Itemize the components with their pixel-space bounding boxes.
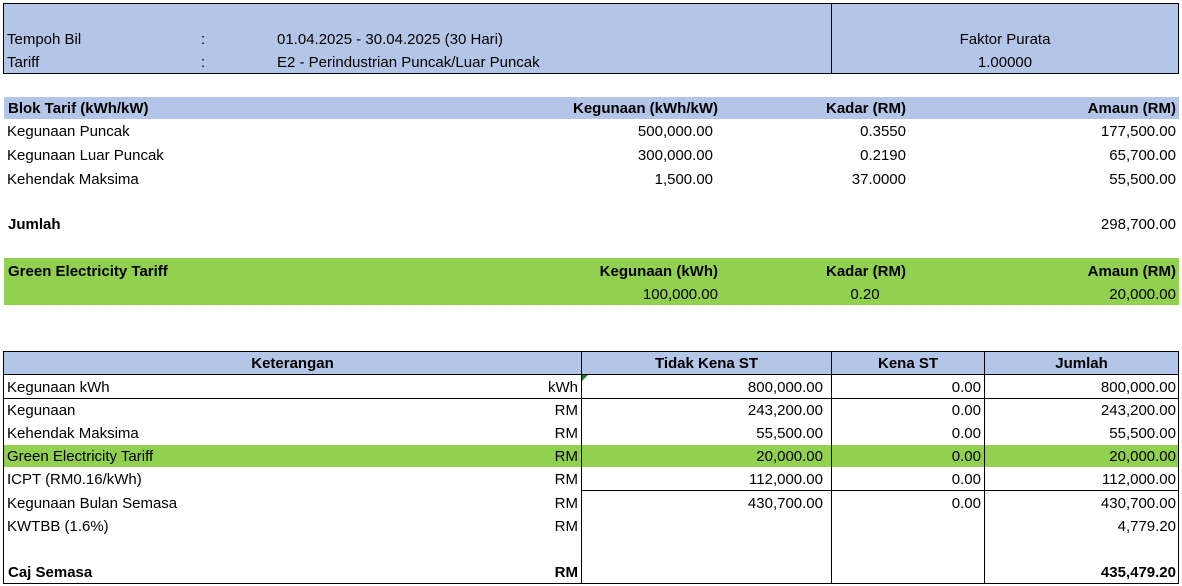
row-taxable: 0.00	[951, 425, 981, 442]
green-tariff-title: Green Electricity Tariff	[8, 263, 168, 280]
row-label: ICPT (RM0.16/kWh)	[7, 471, 142, 488]
row-usage: 1,500.00	[654, 171, 713, 188]
period-colon: :	[201, 31, 206, 48]
green-amount-header: Amaun (RM)	[1087, 263, 1176, 280]
row-not-taxable: 20,000.00	[756, 448, 823, 465]
usage-header: Kegunaan (kWh/kW)	[573, 100, 718, 117]
row-label: KWTBB (1.6%)	[7, 518, 109, 535]
divider	[3, 3, 4, 74]
divider	[581, 490, 1178, 491]
summary-taxable-header: Kena ST	[877, 355, 938, 372]
divider	[3, 351, 1179, 352]
row-unit: kWh	[548, 379, 578, 396]
row-taxable: 0.00	[951, 495, 981, 512]
divider	[1178, 351, 1179, 584]
green-usage-header: Kegunaan (kWh)	[599, 263, 718, 280]
factor-label: Faktor Purata	[959, 31, 1051, 48]
tariff-label: Tariff	[7, 54, 40, 71]
divider	[4, 73, 1179, 74]
row-not-taxable: 430,700.00	[747, 495, 823, 512]
row-not-taxable: 800,000.00	[747, 379, 823, 396]
row-total: 20,000.00	[1109, 448, 1176, 465]
row-taxable: 0.00	[951, 379, 981, 396]
row-label: Green Electricity Tariff	[7, 448, 154, 465]
row-unit: RM	[554, 402, 578, 419]
row-unit: RM	[554, 518, 578, 535]
row-rate: 0.2190	[860, 147, 906, 164]
total-label: Jumlah	[8, 216, 61, 233]
row-label: Kegunaan	[7, 402, 76, 419]
period-label: Tempoh Bil	[7, 31, 82, 48]
divider	[3, 351, 4, 584]
divider	[3, 398, 1179, 399]
period-value: 01.04.2025 - 30.04.2025 (30 Hari)	[277, 31, 503, 48]
green-rate-header: Kadar (RM)	[825, 263, 906, 280]
divider	[1178, 3, 1179, 74]
row-not-taxable: 243,200.00	[747, 402, 823, 419]
green-amount: 20,000.00	[1109, 286, 1176, 303]
row-amount: 65,700.00	[1109, 147, 1176, 164]
row-taxable: 0.00	[951, 448, 981, 465]
row-total: 243,200.00	[1100, 402, 1176, 419]
divider	[3, 583, 1179, 584]
row-total: 430,700.00	[1100, 495, 1176, 512]
rate-header: Kadar (RM)	[825, 100, 906, 117]
divider	[4, 3, 1179, 4]
row-label: Kehendak Maksima	[7, 171, 139, 188]
row-taxable: 0.00	[951, 471, 981, 488]
row-label: Kegunaan Bulan Semasa	[7, 495, 178, 512]
row-unit: RM	[554, 471, 578, 488]
row-usage: 300,000.00	[637, 147, 713, 164]
row-label: Kehendak Maksima	[7, 425, 139, 442]
row-amount: 177,500.00	[1100, 123, 1176, 140]
current-charge-label: Caj Semasa	[8, 564, 93, 581]
row-amount: 55,500.00	[1109, 171, 1176, 188]
row-unit: RM	[554, 425, 578, 442]
row-label: Kegunaan kWh	[7, 379, 110, 396]
row-not-taxable: 55,500.00	[756, 425, 823, 442]
row-total: 800,000.00	[1100, 379, 1176, 396]
tariff-value: E2 - Perindustrian Puncak/Luar Puncak	[277, 54, 540, 71]
row-label: Kegunaan Luar Puncak	[7, 147, 164, 164]
row-label: Kegunaan Puncak	[7, 123, 130, 140]
row-unit: RM	[554, 495, 578, 512]
row-total: 55,500.00	[1109, 425, 1176, 442]
green-rate: 0.20	[850, 286, 880, 303]
row-usage: 500,000.00	[637, 123, 713, 140]
summary-total-header: Jumlah	[1055, 355, 1108, 372]
tariff-colon: :	[201, 54, 206, 71]
row-total: 112,000.00	[1102, 471, 1176, 488]
factor-value: 1.00000	[977, 54, 1033, 71]
divider	[3, 374, 1179, 375]
total-amount: 298,700.00	[1100, 216, 1176, 233]
row-total: 4,779.20	[1117, 518, 1176, 535]
row-unit: RM	[554, 448, 578, 465]
row-rate: 0.3550	[860, 123, 906, 140]
row-not-taxable: 112,000.00	[749, 471, 823, 488]
summary-not-taxable-header: Tidak Kena ST	[654, 355, 759, 372]
tariff-block-header: Blok Tarif (kWh/kW)	[8, 100, 149, 117]
amount-header: Amaun (RM)	[1087, 100, 1176, 117]
current-charge-unit: RM	[554, 564, 578, 581]
green-usage: 100,000.00	[642, 286, 718, 303]
row-rate: 37.0000	[851, 171, 906, 188]
summary-description-header: Keterangan	[251, 355, 334, 372]
row-taxable: 0.00	[951, 402, 981, 419]
current-charge-total: 435,479.20	[1100, 564, 1176, 581]
